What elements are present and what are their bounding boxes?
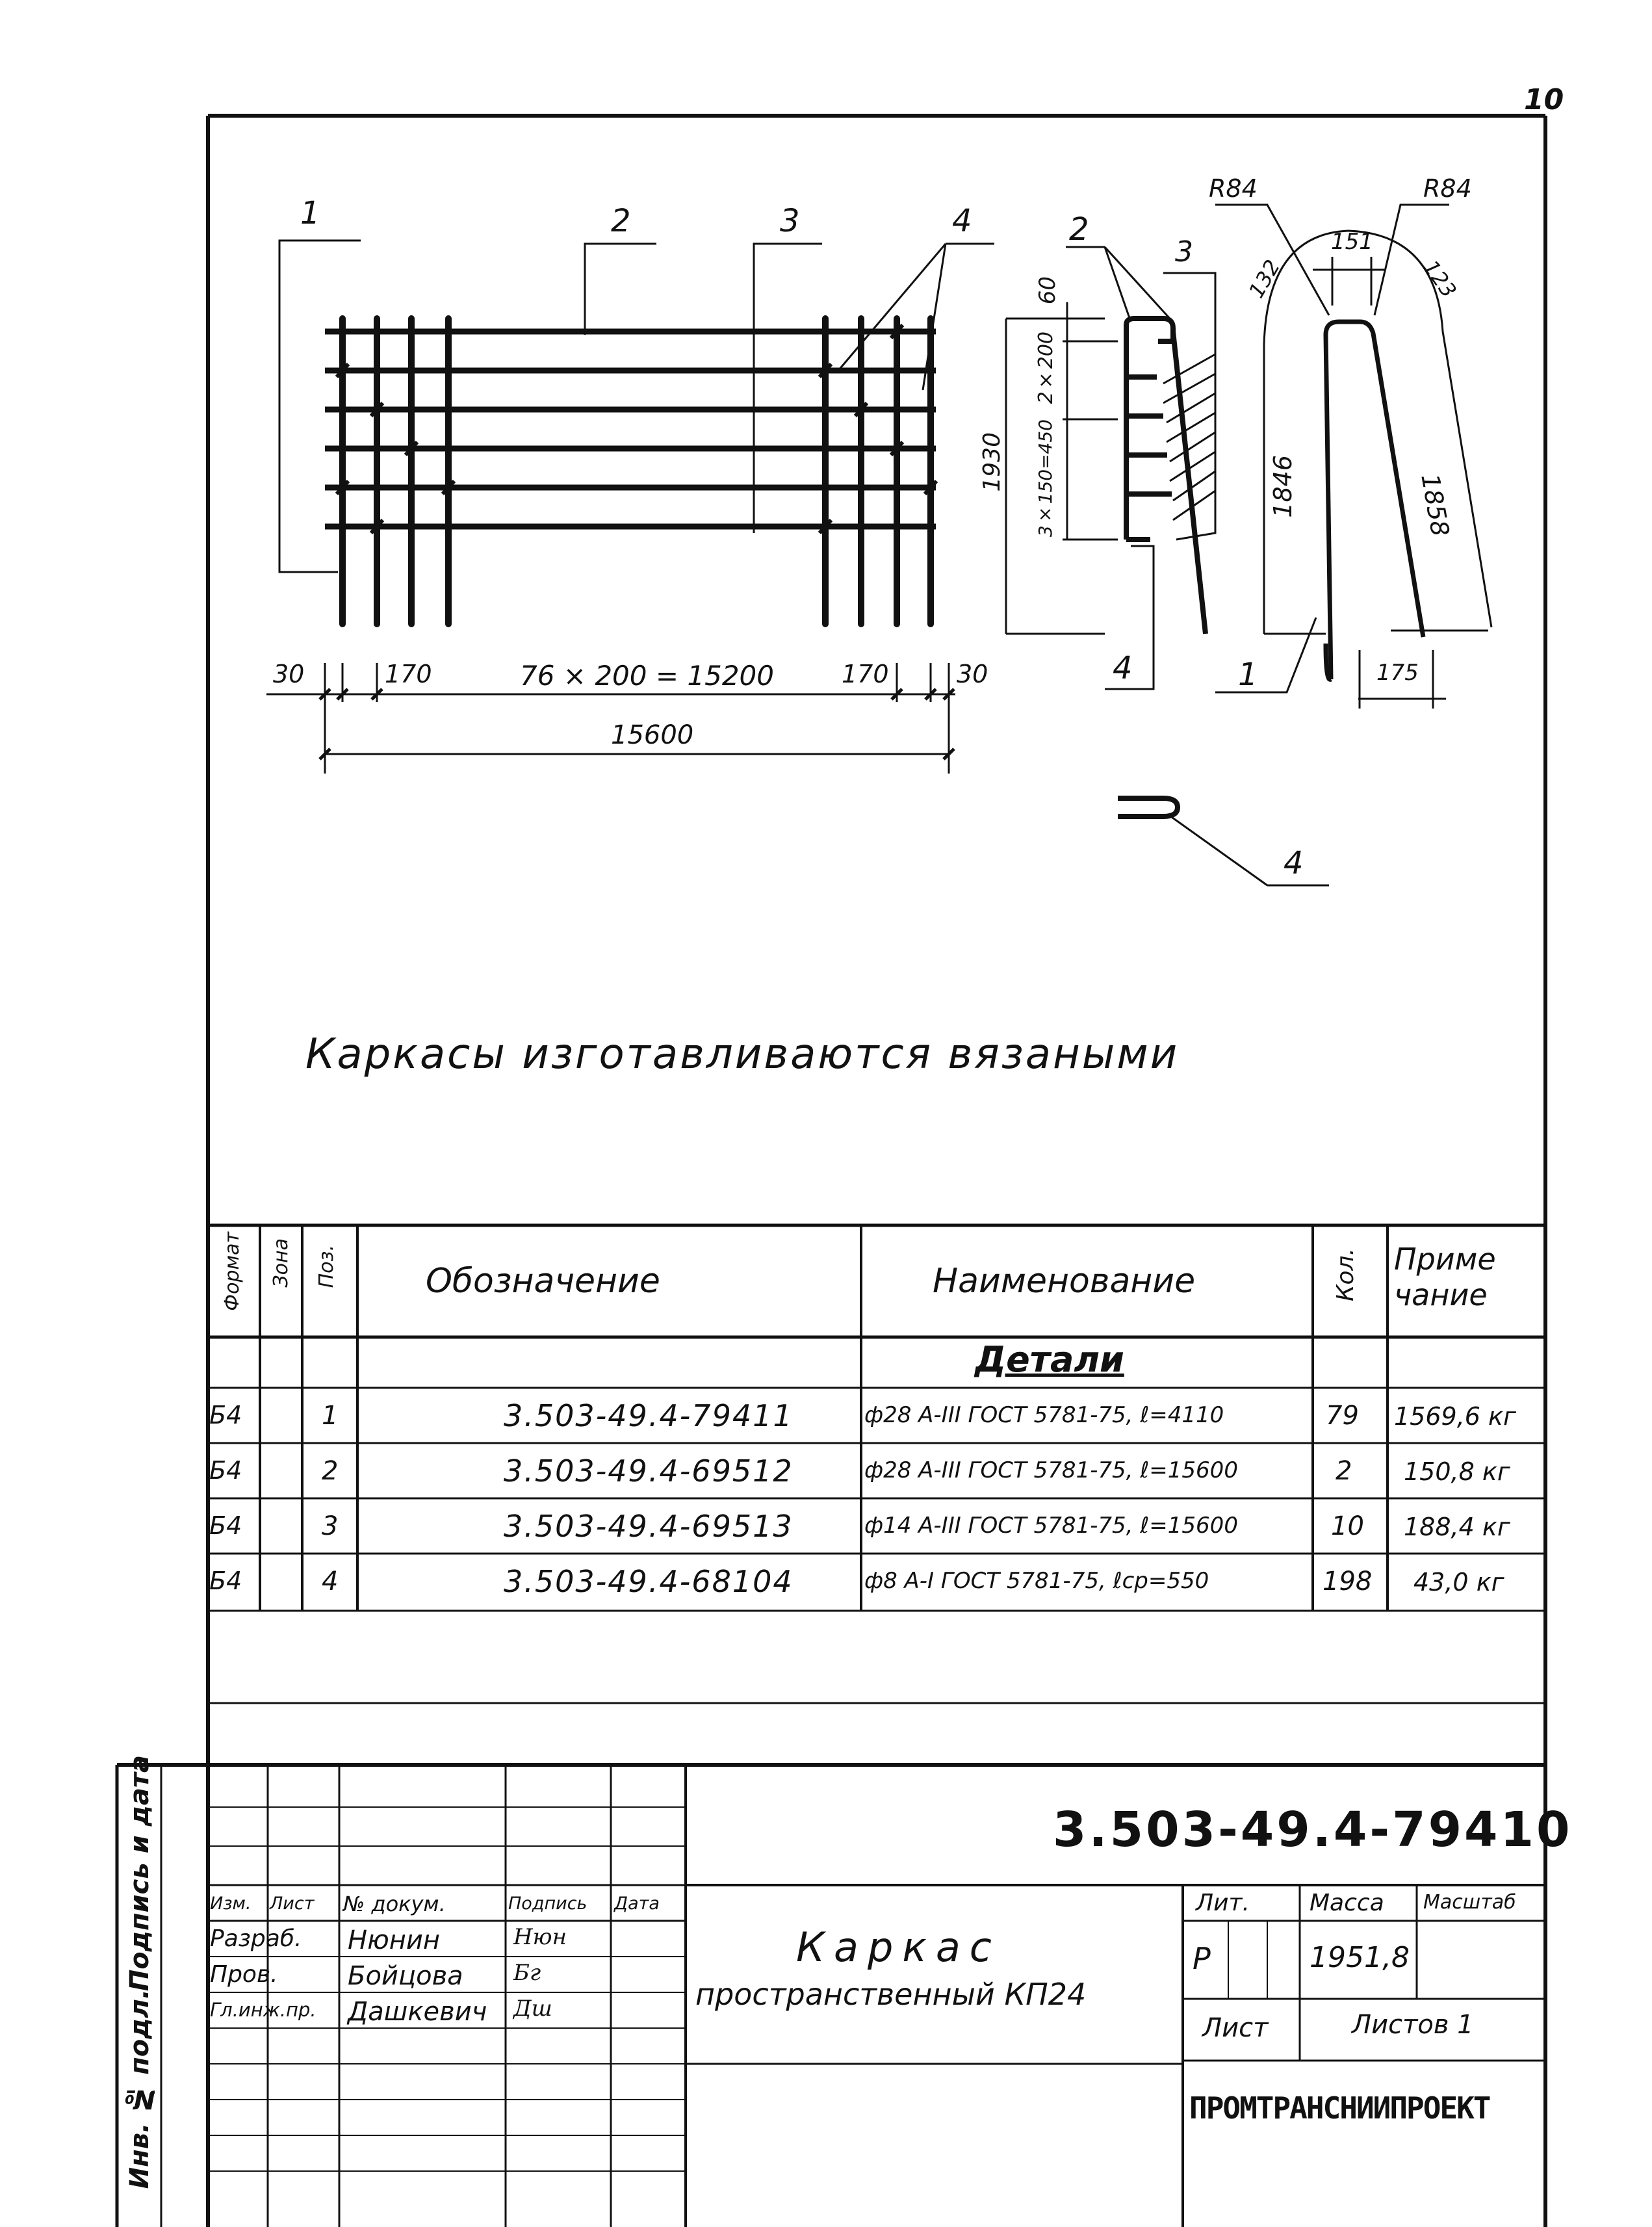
- col-izm: Изм.: [210, 1894, 252, 1914]
- elevation-view: [266, 241, 994, 774]
- row-note: 1569,6 кг: [1394, 1402, 1516, 1431]
- dim-radius-right: R84: [1423, 174, 1472, 203]
- dim-left-step: 170: [385, 660, 432, 688]
- section-dimensions: [1006, 302, 1118, 634]
- header-note: Приме чание: [1394, 1242, 1496, 1313]
- section-leaders: [1066, 247, 1215, 689]
- header-qty: Кол.: [1332, 1248, 1359, 1302]
- dim-section-height: 1930: [979, 432, 1005, 492]
- callout-bent-bar-1: 1: [1238, 657, 1258, 693]
- row-designation: 3.503-49.4-69513: [504, 1509, 794, 1544]
- row-qty: 198: [1323, 1567, 1373, 1596]
- dim-bottom: 175: [1376, 660, 1419, 686]
- col-doc-no: № докум.: [343, 1892, 446, 1916]
- dim-left-arc: 132: [1243, 255, 1285, 302]
- staff-name: Дашкевич: [348, 1997, 487, 2027]
- row-qty: 79: [1326, 1401, 1359, 1431]
- dim-section-upper: 2×200: [1035, 332, 1057, 404]
- stamp-inv-no: Инв. № подл.: [125, 1989, 155, 2189]
- sheet-label: Лист: [1202, 2013, 1269, 2043]
- row-qty: 10: [1331, 1511, 1364, 1541]
- staff-signature: Нюн: [513, 1924, 567, 1950]
- dim-right-leg: 1858: [1415, 471, 1455, 539]
- header-format: Формат: [221, 1232, 244, 1311]
- row-designation: 3.503-49.4-79411: [504, 1398, 794, 1433]
- stamp-sign-date: Подпись и дата: [125, 1755, 155, 1992]
- dim-right-arc: 123: [1418, 255, 1462, 302]
- dim-width: 151: [1331, 229, 1373, 255]
- staff-role: Пров.: [210, 1961, 278, 1988]
- callout-elevation-3: 3: [780, 203, 800, 239]
- organization: ПРОМТРАНСНИИПРОЕКТ: [1189, 2090, 1490, 2126]
- title-line-1: Каркас: [796, 1923, 1001, 1971]
- lit-label: Лит.: [1196, 1890, 1250, 1916]
- row-note: 188,4 кг: [1404, 1513, 1510, 1541]
- doc-code: 3.503-49.4-79410: [1053, 1802, 1573, 1858]
- row-name: ф8 A-I ГОСТ 5781-75, ℓср=550: [864, 1568, 1209, 1594]
- staff-role: Разраб.: [210, 1925, 302, 1952]
- row-designation: 3.503-49.4-68104: [504, 1564, 794, 1599]
- fabrication-note: Каркасы изготавливаются вязаными: [305, 1030, 1180, 1078]
- dim-middle: 76 × 200 = 15200: [520, 660, 775, 692]
- row-format: Б4: [209, 1511, 242, 1540]
- dim-total: 15600: [611, 720, 694, 750]
- title-line-2: пространственный КП24: [695, 1977, 1087, 2012]
- row-pos: 2: [322, 1456, 339, 1486]
- callout-elevation-1: 1: [300, 195, 320, 231]
- header-name: Наименование: [933, 1262, 1196, 1301]
- row-format: Б4: [209, 1456, 242, 1485]
- staff-role: Гл.инж.пр.: [210, 1999, 316, 2021]
- row-format: Б4: [209, 1401, 242, 1429]
- dim-right-step: 170: [842, 660, 889, 688]
- callout-hook-4: 4: [1284, 845, 1304, 881]
- dim-left-edge: 30: [273, 660, 305, 688]
- mass-value: 1951,8: [1310, 1941, 1410, 1974]
- dim-radius-left: R84: [1209, 174, 1258, 203]
- lit-value: Р: [1193, 1941, 1211, 1976]
- callout-section-2: 2: [1069, 211, 1089, 248]
- row-note: 43,0 кг: [1413, 1568, 1504, 1596]
- row-name: ф28 A-III ГОСТ 5781-75, ℓ=4110: [864, 1402, 1224, 1428]
- row-name: ф28 A-III ГОСТ 5781-75, ℓ=15600: [864, 1457, 1238, 1483]
- page-number: 10: [1524, 83, 1564, 116]
- staff-signature: Дш: [513, 1996, 552, 2022]
- staff-name: Нюнин: [348, 1925, 441, 1955]
- dim-left-leg: 1846: [1269, 455, 1297, 518]
- scale-label: Масштаб: [1423, 1891, 1516, 1914]
- callout-section-3: 3: [1175, 235, 1193, 268]
- col-sign: Подпись: [508, 1894, 587, 1914]
- sheets-label: Листов 1: [1352, 2010, 1474, 2040]
- elevation-leaders: [279, 241, 994, 572]
- staff-signature: Бг: [513, 1960, 541, 1986]
- col-date: Дата: [614, 1894, 660, 1914]
- row-name: ф14 A-III ГОСТ 5781-75, ℓ=15600: [864, 1513, 1238, 1539]
- row-designation: 3.503-49.4-69512: [504, 1453, 794, 1489]
- section-title-details: Детали: [975, 1339, 1124, 1380]
- bent-bar-outline: [1326, 322, 1423, 679]
- row-note: 150,8 кг: [1404, 1457, 1510, 1486]
- row-pos: 3: [322, 1511, 339, 1541]
- staff-name: Бойцова: [348, 1961, 463, 1991]
- dim-section-top: 60: [1035, 276, 1061, 305]
- col-list: Лист: [270, 1894, 315, 1914]
- row-pos: 1: [322, 1401, 339, 1431]
- callout-elevation-4: 4: [952, 203, 972, 239]
- row-qty: 2: [1336, 1456, 1352, 1486]
- dim-section-lower: 3×150=450: [1035, 419, 1056, 538]
- header-zone: Зона: [270, 1238, 292, 1288]
- header-pos: Поз.: [315, 1245, 338, 1288]
- row-format: Б4: [209, 1567, 242, 1595]
- tie-marks: [337, 325, 936, 533]
- callout-elevation-2: 2: [611, 203, 631, 239]
- longitudinal-bars: [325, 332, 936, 527]
- mass-label: Масса: [1310, 1890, 1384, 1916]
- row-pos: 4: [322, 1567, 339, 1596]
- callout-section-4: 4: [1113, 650, 1133, 686]
- header-designation: Обозначение: [426, 1262, 660, 1301]
- dim-right-edge: 30: [957, 660, 988, 688]
